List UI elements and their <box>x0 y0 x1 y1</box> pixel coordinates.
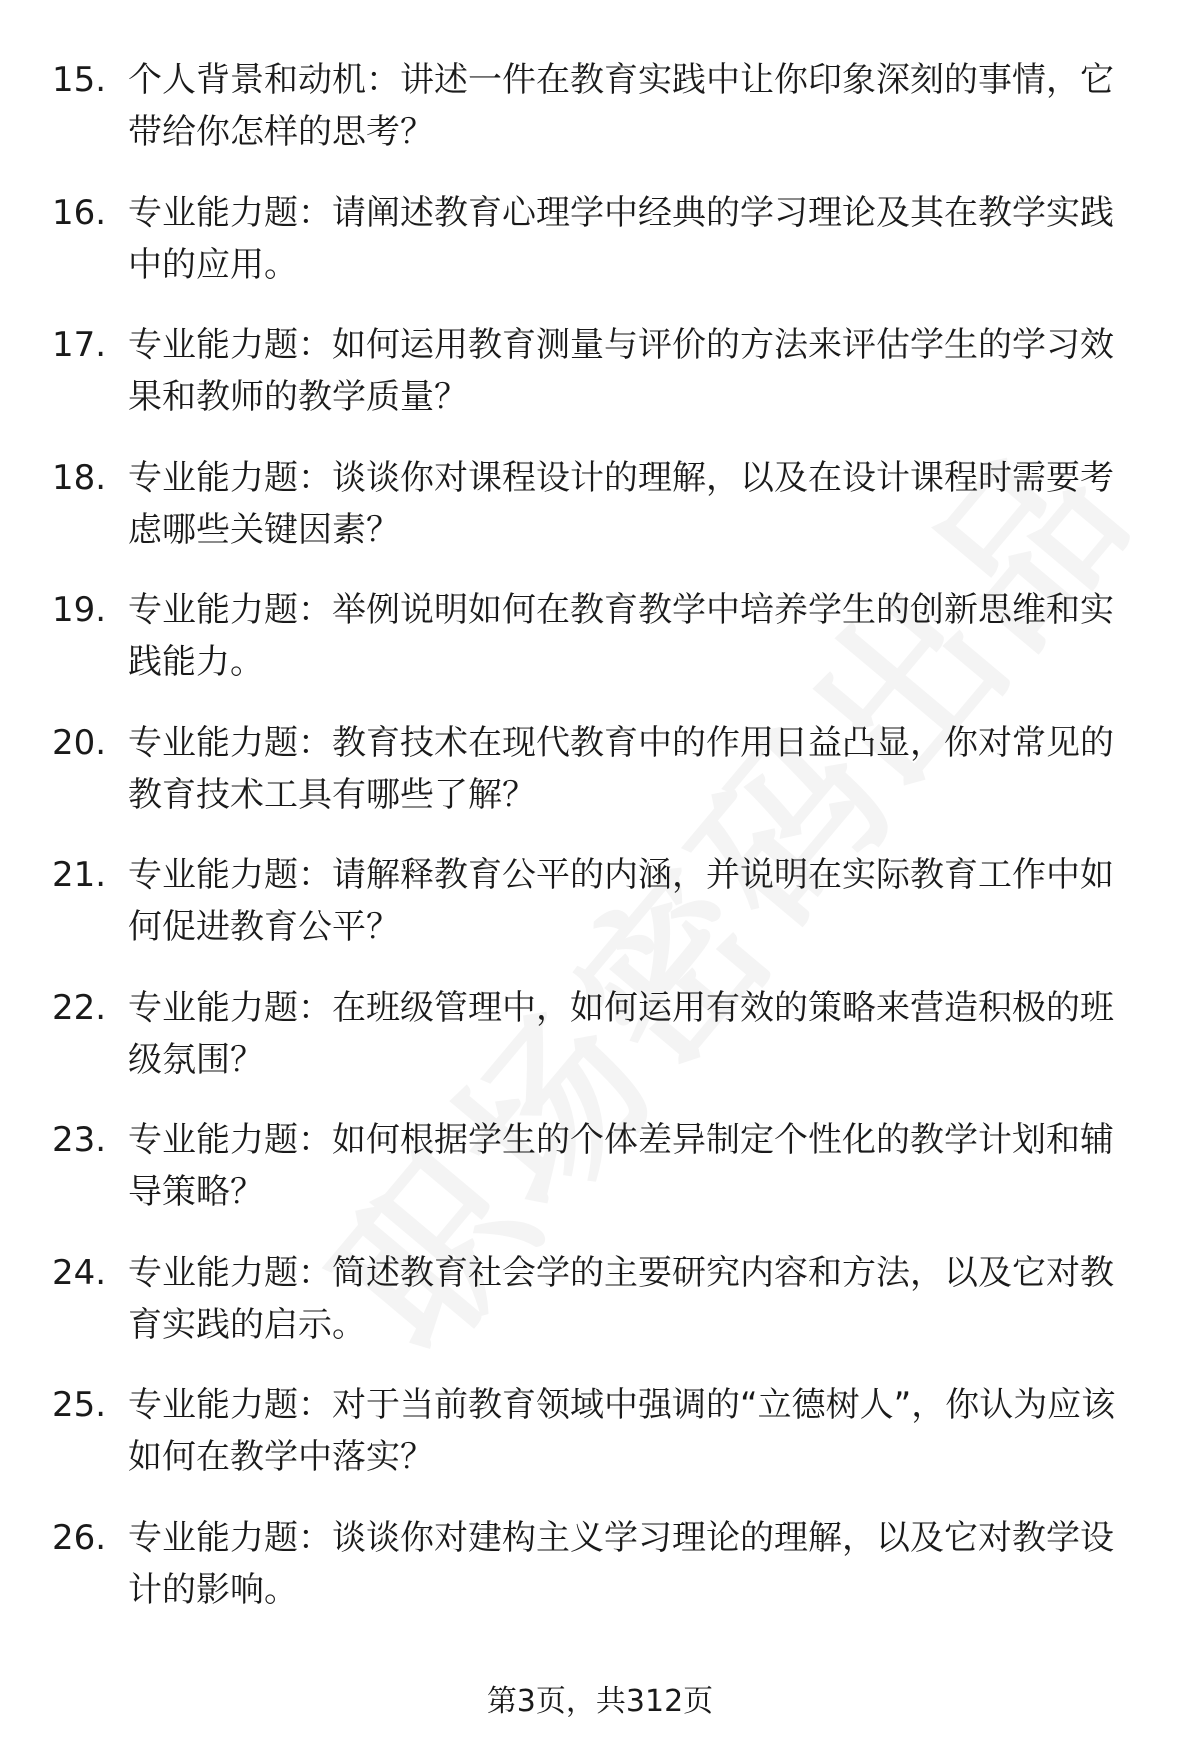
page-footer: 第3页，共312页 <box>486 1684 714 1719</box>
question-item-20 <box>52 717 1142 850</box>
question-number: 24. <box>52 1252 107 1293</box>
question-text: 专业能力题：教育技术在现代教育中的作用日益凸显，你对常见的教育技术工具有哪些了解？ <box>128 722 1114 815</box>
question-item-22 <box>52 982 1142 1115</box>
question-number: 21. <box>52 855 107 895</box>
question-item-15 <box>52 54 1142 187</box>
question-number: 15. <box>52 60 107 100</box>
question-text: 专业能力题：谈谈你对建构主义学习理论的理解，以及它对教学设计的影响。 <box>128 1517 1114 1610</box>
question-item-25 <box>52 1379 1142 1512</box>
question-text: 专业能力题：谈谈你对课程设计的理解，以及在设计课程时需要考虑哪些关键因素？ <box>128 457 1114 550</box>
question-text: 个人背景和动机：讲述一件在教育实践中让你印象深刻的事情，它带给你怎样的思考？ <box>128 60 1114 152</box>
question-number: 19. <box>52 590 107 630</box>
question-item-26 <box>52 1512 1142 1645</box>
question-number: 16. <box>52 192 107 233</box>
question-text: 专业能力题：请阐述教育心理学中经典的学习理论及其在教学实践中的应用。 <box>128 192 1114 285</box>
question-text: 专业能力题：在班级管理中，如何运用有效的策略来营造积极的班级氛围？ <box>128 987 1114 1080</box>
question-item-21 <box>52 849 1142 982</box>
question-number: 18. <box>52 457 107 498</box>
question-number: 22. <box>52 987 107 1028</box>
question-text: 专业能力题：如何根据学生的个体差异制定个性化的教学计划和辅导策略？ <box>128 1120 1114 1212</box>
question-text: 专业能力题：如何运用教育测量与评价的方法来评估学生的学习效果和教师的教学质量？ <box>128 325 1114 417</box>
question-number: 26. <box>52 1517 107 1558</box>
question-item-23 <box>52 1114 1142 1247</box>
question-item-17 <box>52 319 1142 452</box>
question-item-19 <box>52 584 1142 717</box>
question-text: 专业能力题：简述教育社会学的主要研究内容和方法，以及它对教育实践的启示。 <box>128 1252 1114 1345</box>
question-number: 25. <box>52 1385 107 1425</box>
question-number: 23. <box>52 1120 107 1160</box>
question-text: 专业能力题：请解释教育公平的内涵，并说明在实际教育工作中如何促进教育公平？ <box>128 855 1114 947</box>
question-list <box>52 54 1142 1644</box>
question-item-18 <box>52 452 1142 585</box>
question-item-24 <box>52 1247 1142 1380</box>
question-item-16 <box>52 187 1142 320</box>
question-number: 20. <box>52 722 107 763</box>
question-text: 专业能力题：对于当前教育领域中强调的“立德树人”，你认为应该如何在教学中落实？ <box>128 1385 1116 1477</box>
question-number: 17. <box>52 325 107 365</box>
question-text: 专业能力题：举例说明如何在教育教学中培养学生的创新思维和实践能力。 <box>128 590 1114 682</box>
